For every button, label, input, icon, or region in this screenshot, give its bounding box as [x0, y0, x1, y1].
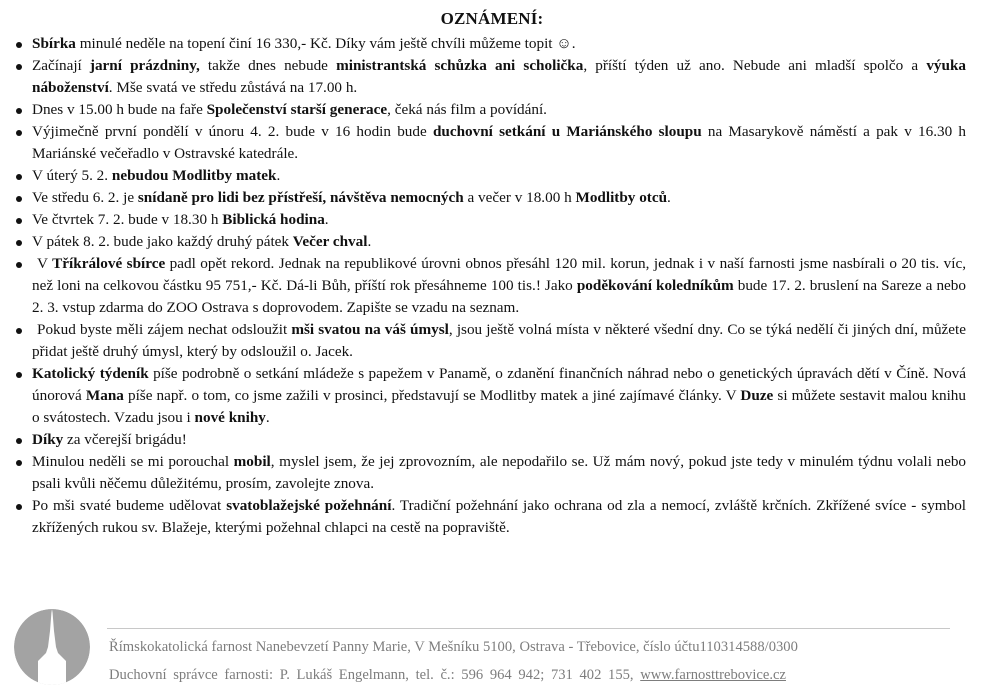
bold-text: nové knihy — [194, 409, 266, 426]
text-run: . — [667, 189, 671, 206]
bold-text: Biblická hodina — [222, 211, 325, 228]
bullet-icon — [16, 438, 22, 444]
bullet-icon — [16, 218, 22, 224]
announcement-text — [32, 121, 966, 165]
announcement-text — [32, 231, 966, 253]
bold-text: duchovní setkání u Mariánského sloupu — [432, 123, 702, 140]
bold-text: ministrantská schůzka ani scholička — [336, 57, 584, 74]
text-run: na Masarykově náměstí a pak v 16.30 h Mariánské večeřadlo v Ostravské katedrále. — [32, 123, 966, 162]
announcement-text — [32, 429, 966, 451]
text-run: , jsou ještě volná místa v některé všední dny. Co se týká nedělí či jiných dní, můžete přidat ještě druhý úmysl, který by odsloužil o. Jacek. — [32, 321, 966, 360]
text-run: takže dnes nebude — [199, 57, 337, 74]
announcement-item — [0, 495, 984, 539]
bullet-icon — [16, 328, 22, 334]
page-title: OZNÁMENÍ: — [440, 9, 544, 28]
text-run: V úterý 5. 2. — [32, 167, 112, 184]
announcement-text — [32, 55, 966, 99]
text-run: , čeká nás film a povídání. — [387, 101, 547, 118]
announcement-item — [0, 363, 984, 429]
bold-text: Tříkrálové sbírce — [52, 255, 166, 272]
text-run: Ve čtvrtek 7. 2. bude v 18.30 h — [32, 211, 223, 228]
text-run: za včerejší brigádu! — [63, 431, 187, 448]
announcement-text — [32, 165, 966, 187]
text-run: , příští týden už ano. Nebude ani mladší spolčo a — [583, 57, 927, 74]
text-run: Dnes v 15.00 h bude na faře — [32, 101, 207, 118]
announcement-text — [32, 363, 966, 429]
announcement-text — [32, 187, 966, 209]
bold-text: svatoblažejské požehnání — [226, 497, 392, 514]
announcement-text — [32, 495, 966, 539]
text-run: minulé neděle na topení činí 16 330,- Kč. Díky vám ještě chvíli můžeme topit ☺. — [75, 35, 576, 52]
text-run: si můžete sestavit malou knihu o svátostech. Vzadu jsou i — [32, 387, 966, 426]
bold-text: snídaně pro lidi bez přístřeší, návštěva nemocných — [137, 189, 464, 206]
text-run: bude 17. 2. bruslení na Sareze a nebo 2. 3. vstup zdarma do ZOO Ostrava s doprovodem. Zapište se vzadu na seznam. — [32, 277, 966, 316]
bold-text: Katolický týdeník — [32, 365, 149, 382]
announcement-text — [32, 319, 966, 363]
announcement-item — [0, 99, 984, 121]
text-run: . — [324, 211, 329, 228]
text-run: . — [265, 409, 270, 426]
announcement-text — [32, 209, 966, 231]
announcement-item — [0, 429, 984, 451]
announcement-item — [0, 231, 984, 253]
text-run: . Tradiční požehnání jako ochrana od zla a nemocí, zvláště krčních. Zkřížené svíce - symbol zkřížených rukou sv. Blažeje, kterými požehnal chlapci na cestě na popraviště. — [32, 497, 967, 536]
announcement-item — [0, 121, 984, 165]
bullet-icon — [16, 460, 22, 466]
text-run: Minulou neděli se mi porouchal — [32, 453, 234, 470]
bold-text: jarní prázdniny, — [89, 57, 200, 74]
bullet-icon — [16, 174, 22, 180]
footer-address: Římskokatolická farnost Nanebevzetí Panny Marie, V Mešníku 5100, Ostrava - Třebovice, číslo účtu110314588/0300 — [109, 639, 798, 655]
footer-contact — [109, 667, 786, 684]
bullet-icon — [16, 372, 22, 378]
text-run: píše např. o tom, co jsme zažili v prosinci, představují se Modlitby matek a jiné zajímavé články. V — [123, 387, 741, 404]
bold-text: Večer chval — [292, 233, 368, 250]
announcement-item — [0, 33, 984, 55]
bold-text: Duze — [740, 387, 774, 404]
bold-text: výuka náboženství — [32, 57, 966, 96]
text-run: píše podrobně o setkání mládeže s papežem v Panamě, o zdanění finančních náhrad nebo o genetických úpravách dětí v Číně. Nová únorová — [32, 365, 966, 404]
bold-text: Modlitby otců — [575, 189, 668, 206]
announcement-text — [32, 253, 966, 319]
text-run: Ve středu 6. 2. je — [32, 189, 138, 206]
announcement-item — [0, 451, 984, 495]
text-run: . — [367, 233, 372, 250]
text-run: V pátek 8. 2. bude jako každý druhý pátek — [32, 233, 293, 250]
announcement-text — [32, 451, 966, 495]
bold-text: nebudou Modlitby matek — [111, 167, 277, 184]
text-run: a večer v 18.00 h — [463, 189, 576, 206]
text-run: , myslel jsem, že jej zprovozním, ale nepodařilo se. Už mám nový, pokud jste tedy v minulém týdnu volali nebo psali kvůli něčemu důležitému, prosím, zavolejte znova. — [32, 453, 967, 492]
bullet-icon — [16, 240, 22, 246]
bold-text: Společenství starší generace — [206, 101, 388, 118]
footer-divider — [107, 628, 950, 629]
text-run: padl opět rekord. Jednak na republikové úrovni obnos přesáhl 120 mil. korun, jednak i v naší farnosti jsme nasbírali o 20 tis. víc, než loni na celkovou částku 95 751,- Kč. Dá-li Bůh, příští rok přesáhneme 100 tis.! Jako — [32, 255, 967, 294]
bullet-icon — [16, 42, 22, 48]
bullet-icon — [16, 196, 22, 202]
bullet-icon — [16, 130, 22, 136]
text-run: Výjimečně první pondělí v únoru 4. 2. bude v 16 hodin bude — [32, 123, 433, 140]
announcement-item — [0, 209, 984, 231]
text-run: Po mši svaté budeme udělovat — [32, 497, 227, 514]
bold-text: poděkování koledníkům — [576, 277, 734, 294]
footer-contact-text: Duchovní správce farnosti: P. Lukáš Engelmann, tel. č.: 596 964 942; 731 402 155, — [109, 667, 641, 683]
website-link[interactable]: www.farnosttrebovice.cz — [640, 667, 786, 683]
bold-text: Mana — [85, 387, 124, 404]
text-run: . Mše svatá ve středu zůstává na 17.00 h. — [108, 79, 358, 96]
announcement-text — [32, 33, 966, 55]
announcement-item — [0, 55, 984, 99]
announcement-item — [0, 253, 984, 319]
bold-text: mobil — [233, 453, 271, 470]
church-tower-logo-icon — [14, 609, 90, 685]
text-run: Začínají — [32, 57, 90, 74]
bullet-icon — [16, 262, 22, 268]
text-run: . — [276, 167, 281, 184]
bold-text: Díky — [32, 431, 64, 448]
announcement-item — [0, 165, 984, 187]
text-run: V — [37, 255, 53, 272]
announcement-item — [0, 187, 984, 209]
bold-text: Sbírka — [32, 35, 76, 52]
announcement-item — [0, 319, 984, 363]
bold-text: mši svatou na váš úmysl — [291, 321, 449, 338]
bullet-icon — [16, 504, 22, 510]
announcement-list — [0, 33, 984, 539]
announcement-text — [32, 99, 966, 121]
bullet-icon — [16, 64, 22, 70]
text-run: Pokud byste měli zájem nechat odsloužit — [37, 321, 292, 338]
bullet-icon — [16, 108, 22, 114]
